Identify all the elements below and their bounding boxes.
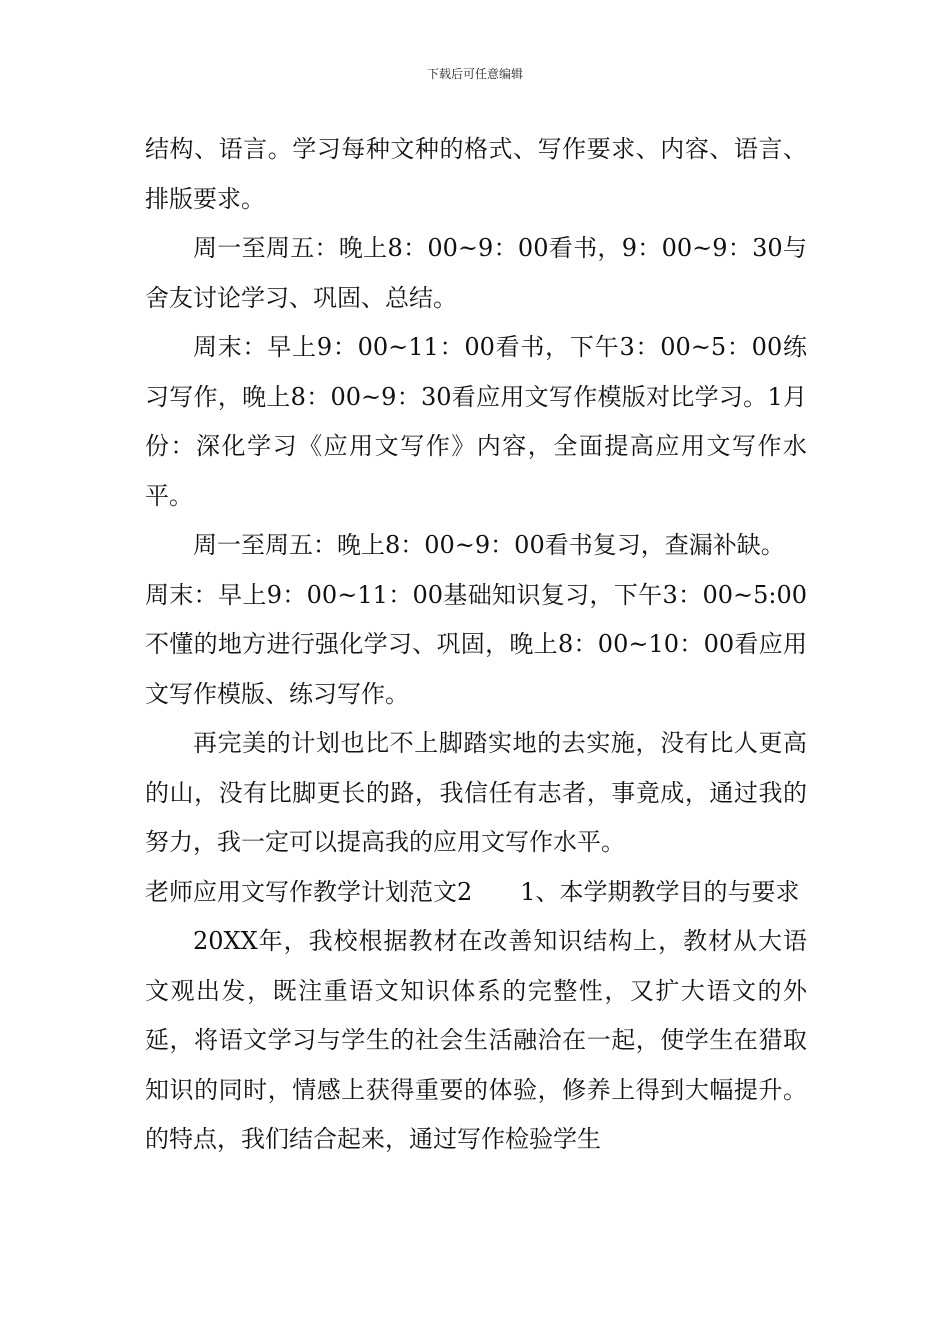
paragraph: 周末：早上9：00~11：00看书，下午3：00~5：00练习写作，晚上8：00~9：30看应用文写作模版对比学习。1月份：深化学习《应用文写作》内容，全面提高应用文写作水平。 [145, 333, 807, 510]
header-note: 下载后可任意编辑 [426, 67, 523, 81]
section-title: 老师应用文写作教学计划范文2 [145, 877, 473, 906]
paragraph: 20XX年，我校根据教材在改善知识结构上，教材从大语文观出发，既注重语文知识体系的完整性，又扩大语文的外延，将语文学习与学生的社会生活融洽在一起，使学生在猎取知识的同时，情感上获得重要的体验，修养上得到大幅提升。的特点，我们结合起来，通过写作检验学生 [145, 927, 807, 1153]
paragraph: 周末：早上9：00~11：00基础知识复习，下午3：00~5:00不懂的地方进行强化学习、巩固，晚上8：00~10：00看应用文写作模版、练习写作。 [145, 580, 807, 708]
section-subheading: 1、本学期教学目的与要求 [520, 877, 800, 906]
document-body [145, 125, 807, 1165]
paragraph: 再完美的计划也比不上脚踏实地的去实施，没有比人更高的山，没有比脚更长的路，我信任有志者，事竟成，通过我的努力，我一定可以提高我的应用文写作水平。 [145, 729, 807, 856]
paragraph: 结构、语言。学习每种文种的格式、写作要求、内容、语言、排版要求。 [145, 135, 807, 213]
paragraph: 周一至周五：晚上8：00~9：00看书，9：00~9：30与舍友讨论学习、巩固、总结。 [145, 234, 807, 312]
paragraph: 周一至周五：晚上8：00~9：00看书复习，查漏补缺。 [193, 531, 785, 559]
section-heading [145, 868, 807, 918]
